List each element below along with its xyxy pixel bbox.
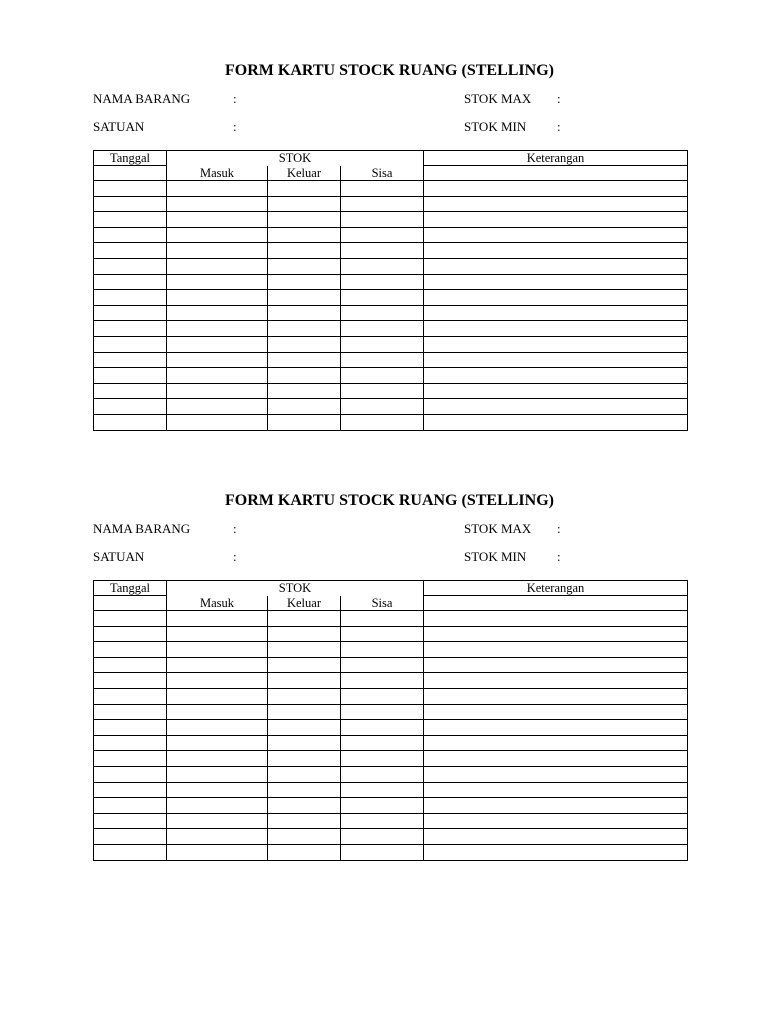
keterangan-cell[interactable]: [424, 766, 688, 782]
keluar-cell[interactable]: [268, 383, 341, 399]
field-row-satuan-stok-min: [93, 549, 687, 577]
masuk-cell[interactable]: [167, 751, 268, 767]
keterangan-cell[interactable]: [424, 782, 688, 798]
table-row: [94, 181, 688, 197]
nama-barang-colon: :: [233, 521, 237, 536]
keterangan-cell[interactable]: [424, 813, 688, 829]
stok-max-colon: :: [557, 91, 561, 106]
tanggal-cell[interactable]: [94, 399, 167, 415]
table-row: [94, 399, 688, 415]
keluar-cell[interactable]: [268, 274, 341, 290]
masuk-cell[interactable]: [167, 305, 268, 321]
keterangan-cell[interactable]: [424, 399, 688, 415]
field-row-satuan-stok-min: [93, 119, 687, 147]
masuk-cell[interactable]: [167, 798, 268, 814]
keluar-cell[interactable]: [268, 720, 341, 736]
keterangan-cell[interactable]: [424, 844, 688, 860]
masuk-cell[interactable]: [167, 399, 268, 415]
keterangan-cell[interactable]: [424, 688, 688, 704]
sisa-cell[interactable]: [341, 720, 424, 736]
tanggal-cell[interactable]: [94, 383, 167, 399]
tanggal-cell[interactable]: [94, 181, 167, 197]
table-row: [94, 212, 688, 228]
keluar-cell[interactable]: [268, 305, 341, 321]
sisa-cell[interactable]: [341, 305, 424, 321]
masuk-cell[interactable]: [167, 829, 268, 845]
sisa-cell[interactable]: [341, 657, 424, 673]
sisa-cell[interactable]: [341, 782, 424, 798]
sisa-cell[interactable]: [341, 766, 424, 782]
sisa-cell[interactable]: [341, 751, 424, 767]
keluar-cell[interactable]: [268, 626, 341, 642]
keterangan-subheader-cell: [424, 596, 688, 611]
masuk-cell[interactable]: [167, 243, 268, 259]
tanggal-cell[interactable]: [94, 274, 167, 290]
sisa-cell[interactable]: [341, 368, 424, 384]
table-subheader-row: [94, 166, 688, 181]
keterangan-cell[interactable]: [424, 735, 688, 751]
table-row: [94, 766, 688, 782]
keterangan-cell[interactable]: [424, 704, 688, 720]
table-row: [94, 383, 688, 399]
stok-max-label: STOK MAX: [464, 521, 532, 536]
keterangan-cell[interactable]: [424, 243, 688, 259]
tanggal-cell[interactable]: [94, 766, 167, 782]
sisa-cell[interactable]: [341, 798, 424, 814]
keterangan-subheader-cell: [424, 166, 688, 181]
keluar-cell[interactable]: [268, 181, 341, 197]
field-row-nama-barang-stok-max: [93, 91, 687, 119]
satuan-label: SATUAN: [93, 119, 145, 134]
keluar-cell[interactable]: [268, 642, 341, 658]
sisa-cell[interactable]: [341, 212, 424, 228]
keluar-cell[interactable]: [268, 751, 341, 767]
sisa-cell[interactable]: [341, 813, 424, 829]
table-row: [94, 227, 688, 243]
keterangan-cell[interactable]: [424, 274, 688, 290]
sisa-cell[interactable]: [341, 352, 424, 368]
table-row: [94, 798, 688, 814]
keluar-header: Keluar: [268, 596, 341, 611]
sisa-cell[interactable]: [341, 336, 424, 352]
table-row: [94, 642, 688, 658]
sisa-cell[interactable]: [341, 258, 424, 274]
keluar-header: Keluar: [268, 166, 341, 181]
table-row: [94, 290, 688, 306]
form-title: FORM KARTU STOCK RUANG (STELLING): [225, 492, 554, 509]
tanggal-cell[interactable]: [94, 352, 167, 368]
keterangan-cell[interactable]: [424, 626, 688, 642]
keterangan-cell[interactable]: [424, 673, 688, 689]
keterangan-cell[interactable]: [424, 305, 688, 321]
keluar-cell[interactable]: [268, 829, 341, 845]
sisa-cell[interactable]: [341, 735, 424, 751]
sisa-cell[interactable]: [341, 321, 424, 337]
table-row: [94, 414, 688, 430]
sisa-cell[interactable]: [341, 414, 424, 430]
tanggal-header: Tanggal: [94, 151, 167, 166]
masuk-cell[interactable]: [167, 611, 268, 627]
table-row: [94, 735, 688, 751]
table-row: [94, 243, 688, 259]
stok-header: STOK: [167, 581, 424, 596]
masuk-cell[interactable]: [167, 290, 268, 306]
nama-barang-label: NAMA BARANG: [93, 521, 191, 536]
keluar-cell[interactable]: [268, 399, 341, 415]
tanggal-cell[interactable]: [94, 657, 167, 673]
stok-min-colon: :: [557, 119, 561, 134]
masuk-cell[interactable]: [167, 336, 268, 352]
tanggal-header: Tanggal: [94, 581, 167, 596]
table-row: [94, 720, 688, 736]
tanggal-cell[interactable]: [94, 720, 167, 736]
table-header-row: [94, 581, 688, 596]
keterangan-cell[interactable]: [424, 336, 688, 352]
stok-max-colon: :: [557, 521, 561, 536]
keterangan-cell[interactable]: [424, 720, 688, 736]
keluar-cell[interactable]: [268, 212, 341, 228]
keluar-cell[interactable]: [268, 243, 341, 259]
table-header-row: [94, 151, 688, 166]
keterangan-cell[interactable]: [424, 611, 688, 627]
keluar-cell[interactable]: [268, 657, 341, 673]
keluar-cell[interactable]: [268, 688, 341, 704]
keluar-cell[interactable]: [268, 321, 341, 337]
tanggal-cell[interactable]: [94, 735, 167, 751]
masuk-cell[interactable]: [167, 181, 268, 197]
table-row: [94, 368, 688, 384]
masuk-cell[interactable]: [167, 274, 268, 290]
masuk-cell[interactable]: [167, 673, 268, 689]
nama-barang-colon: :: [233, 91, 237, 106]
satuan-colon: :: [233, 119, 237, 134]
keluar-cell[interactable]: [268, 611, 341, 627]
tanggal-cell[interactable]: [94, 290, 167, 306]
keluar-cell[interactable]: [268, 766, 341, 782]
sisa-cell[interactable]: [341, 274, 424, 290]
masuk-cell[interactable]: [167, 720, 268, 736]
tanggal-cell[interactable]: [94, 798, 167, 814]
stock-table: [93, 580, 688, 861]
tanggal-cell[interactable]: [94, 688, 167, 704]
sisa-header: Sisa: [341, 166, 424, 181]
tanggal-cell[interactable]: [94, 813, 167, 829]
keterangan-cell[interactable]: [424, 657, 688, 673]
keluar-cell[interactable]: [268, 336, 341, 352]
tanggal-cell[interactable]: [94, 626, 167, 642]
keluar-cell[interactable]: [268, 227, 341, 243]
keterangan-cell[interactable]: [424, 414, 688, 430]
sisa-cell[interactable]: [341, 227, 424, 243]
sisa-cell[interactable]: [341, 642, 424, 658]
masuk-header: Masuk: [167, 596, 268, 611]
masuk-cell[interactable]: [167, 227, 268, 243]
table-row: [94, 196, 688, 212]
keluar-cell[interactable]: [268, 290, 341, 306]
sisa-cell[interactable]: [341, 611, 424, 627]
table-subheader-row: [94, 596, 688, 611]
table-row: [94, 813, 688, 829]
table-row: [94, 657, 688, 673]
keluar-cell[interactable]: [268, 704, 341, 720]
masuk-header: Masuk: [167, 166, 268, 181]
stock-table: [93, 150, 688, 431]
masuk-cell[interactable]: [167, 735, 268, 751]
keluar-cell[interactable]: [268, 673, 341, 689]
satuan-colon: :: [233, 549, 237, 564]
keluar-cell[interactable]: [268, 196, 341, 212]
masuk-cell[interactable]: [167, 642, 268, 658]
keluar-cell[interactable]: [268, 844, 341, 860]
tanggal-cell[interactable]: [94, 243, 167, 259]
tanggal-cell[interactable]: [94, 336, 167, 352]
form-title: FORM KARTU STOCK RUANG (STELLING): [225, 62, 554, 79]
masuk-cell[interactable]: [167, 657, 268, 673]
keluar-cell[interactable]: [268, 782, 341, 798]
table-row: [94, 844, 688, 860]
masuk-cell[interactable]: [167, 352, 268, 368]
keluar-cell[interactable]: [268, 813, 341, 829]
tanggal-cell[interactable]: [94, 642, 167, 658]
nama-barang-label: NAMA BARANG: [93, 91, 191, 106]
tanggal-cell[interactable]: [94, 704, 167, 720]
masuk-cell[interactable]: [167, 414, 268, 430]
keterangan-header: Keterangan: [424, 581, 688, 596]
stok-min-label: STOK MIN: [464, 549, 527, 564]
tanggal-cell[interactable]: [94, 751, 167, 767]
table-row: [94, 258, 688, 274]
sisa-cell[interactable]: [341, 673, 424, 689]
keterangan-cell[interactable]: [424, 227, 688, 243]
keluar-cell[interactable]: [268, 352, 341, 368]
masuk-cell[interactable]: [167, 688, 268, 704]
keterangan-cell[interactable]: [424, 258, 688, 274]
keterangan-cell[interactable]: [424, 798, 688, 814]
masuk-cell[interactable]: [167, 844, 268, 860]
stok-min-label: STOK MIN: [464, 119, 527, 134]
table-row: [94, 352, 688, 368]
table-row: [94, 704, 688, 720]
keterangan-cell[interactable]: [424, 290, 688, 306]
tanggal-subheader-cell: [94, 166, 167, 181]
masuk-cell[interactable]: [167, 368, 268, 384]
sisa-cell[interactable]: [341, 626, 424, 642]
masuk-cell[interactable]: [167, 196, 268, 212]
masuk-cell[interactable]: [167, 383, 268, 399]
table-row: [94, 336, 688, 352]
keluar-cell[interactable]: [268, 735, 341, 751]
stock-card-form: [93, 60, 687, 431]
sisa-cell[interactable]: [341, 844, 424, 860]
tanggal-cell[interactable]: [94, 212, 167, 228]
stok-header: STOK: [167, 151, 424, 166]
tanggal-cell[interactable]: [94, 258, 167, 274]
table-row: [94, 782, 688, 798]
table-row: [94, 305, 688, 321]
keluar-cell[interactable]: [268, 414, 341, 430]
masuk-cell[interactable]: [167, 212, 268, 228]
field-row-nama-barang-stok-max: [93, 521, 687, 549]
tanggal-cell[interactable]: [94, 673, 167, 689]
keluar-cell[interactable]: [268, 258, 341, 274]
keterangan-header: Keterangan: [424, 151, 688, 166]
keterangan-cell[interactable]: [424, 383, 688, 399]
masuk-cell[interactable]: [167, 782, 268, 798]
keterangan-cell[interactable]: [424, 321, 688, 337]
sisa-header: Sisa: [341, 596, 424, 611]
masuk-cell[interactable]: [167, 766, 268, 782]
keterangan-cell[interactable]: [424, 368, 688, 384]
table-row: [94, 829, 688, 845]
keterangan-cell[interactable]: [424, 181, 688, 197]
tanggal-cell[interactable]: [94, 829, 167, 845]
sisa-cell[interactable]: [341, 243, 424, 259]
masuk-cell[interactable]: [167, 258, 268, 274]
table-row: [94, 626, 688, 642]
tanggal-cell[interactable]: [94, 844, 167, 860]
tanggal-cell[interactable]: [94, 227, 167, 243]
table-row: [94, 688, 688, 704]
masuk-cell[interactable]: [167, 813, 268, 829]
stock-card-form: [93, 490, 687, 861]
keterangan-cell[interactable]: [424, 212, 688, 228]
stok-min-colon: :: [557, 549, 561, 564]
keterangan-cell[interactable]: [424, 829, 688, 845]
sisa-cell[interactable]: [341, 196, 424, 212]
keterangan-cell[interactable]: [424, 352, 688, 368]
keluar-cell[interactable]: [268, 368, 341, 384]
tanggal-cell[interactable]: [94, 321, 167, 337]
keterangan-cell[interactable]: [424, 642, 688, 658]
tanggal-cell[interactable]: [94, 305, 167, 321]
sisa-cell[interactable]: [341, 181, 424, 197]
masuk-cell[interactable]: [167, 704, 268, 720]
tanggal-cell[interactable]: [94, 414, 167, 430]
tanggal-subheader-cell: [94, 596, 167, 611]
keterangan-cell[interactable]: [424, 196, 688, 212]
table-row: [94, 611, 688, 627]
table-row: [94, 673, 688, 689]
table-row: [94, 321, 688, 337]
tanggal-cell[interactable]: [94, 196, 167, 212]
keterangan-cell[interactable]: [424, 751, 688, 767]
tanggal-cell[interactable]: [94, 782, 167, 798]
sisa-cell[interactable]: [341, 829, 424, 845]
masuk-cell[interactable]: [167, 626, 268, 642]
masuk-cell[interactable]: [167, 321, 268, 337]
sisa-cell[interactable]: [341, 399, 424, 415]
sisa-cell[interactable]: [341, 688, 424, 704]
satuan-label: SATUAN: [93, 549, 145, 564]
sisa-cell[interactable]: [341, 704, 424, 720]
sisa-cell[interactable]: [341, 290, 424, 306]
stok-max-label: STOK MAX: [464, 91, 532, 106]
tanggal-cell[interactable]: [94, 611, 167, 627]
keluar-cell[interactable]: [268, 798, 341, 814]
table-row: [94, 274, 688, 290]
table-row: [94, 751, 688, 767]
sisa-cell[interactable]: [341, 383, 424, 399]
tanggal-cell[interactable]: [94, 368, 167, 384]
